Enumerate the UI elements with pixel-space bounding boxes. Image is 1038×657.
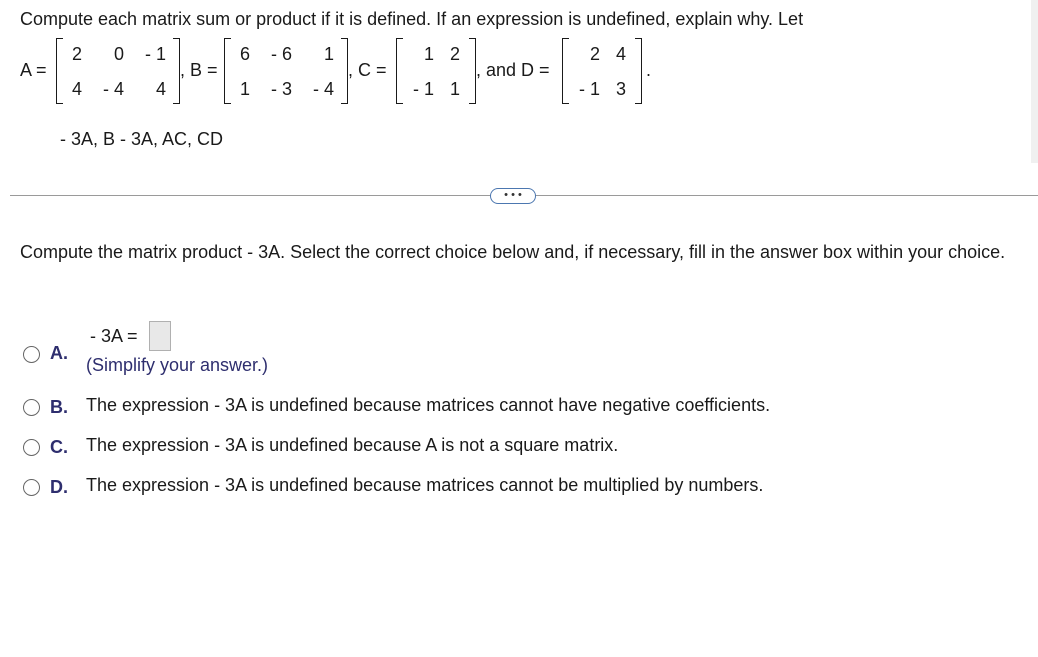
right-bracket	[341, 38, 348, 104]
matrix-cell: 2	[449, 44, 460, 64]
matrix-cell: 6	[239, 44, 250, 64]
option-a-expression-label: - 3A =	[90, 326, 138, 346]
option-a-radio[interactable]	[23, 346, 40, 363]
matrix-b-label: , B =	[180, 60, 218, 80]
matrix-cell: 4	[615, 44, 626, 64]
matrix-d	[562, 38, 642, 104]
option-c-radio[interactable]	[23, 439, 40, 456]
problem-intro: Compute each matrix sum or product if it is defined. If an expression is undefined, explain why. Let	[20, 9, 804, 29]
option-b-text: The expression - 3A is undefined because matrices cannot have negative coefficients.	[86, 395, 771, 415]
answer-box[interactable]	[149, 321, 171, 351]
option-d-radio[interactable]	[23, 479, 40, 496]
right-bracket	[173, 38, 180, 104]
matrix-cell: - 4	[102, 79, 124, 99]
matrix-cell: - 6	[270, 44, 292, 64]
option-b-letter: B.	[50, 397, 68, 417]
option-d-letter: D.	[50, 477, 68, 497]
expression-list: - 3A, B - 3A, AC, CD	[60, 129, 224, 149]
matrix-cell: 2	[71, 44, 82, 64]
matrix-cell: - 4	[312, 79, 334, 99]
matrix-cell: 3	[615, 79, 626, 99]
matrix-c-label: , C =	[348, 60, 387, 80]
option-d-text: The expression - 3A is undefined because matrices cannot be multiplied by numbers.	[86, 475, 764, 495]
option-c-letter: C.	[50, 437, 68, 457]
matrix-list-end: .	[646, 60, 652, 80]
option-b-radio[interactable]	[23, 399, 40, 416]
option-a-letter: A.	[50, 343, 68, 363]
matrix-d-label: , and D =	[476, 60, 550, 80]
matrix-c	[396, 38, 476, 104]
matrix-cell: - 3	[270, 79, 292, 99]
right-bracket	[469, 38, 476, 104]
right-bracket	[635, 38, 642, 104]
matrix-cell: 0	[113, 44, 124, 64]
more-button[interactable]: • • •	[490, 188, 536, 204]
matrix-cell: 4	[155, 79, 166, 99]
scrollbar[interactable]	[1031, 0, 1038, 163]
matrix-cell: 1	[449, 79, 460, 99]
matrix-a	[56, 38, 180, 104]
question-text: Compute the matrix product - 3A. Select the correct choice below and, if necessary, fill in the answer box within your choice.	[20, 242, 1006, 262]
matrix-cell: 4	[71, 79, 82, 99]
option-c-text: The expression - 3A is undefined because A is not a square matrix.	[86, 435, 619, 455]
simplify-hint: (Simplify your answer.)	[86, 355, 269, 375]
matrix-cell: 1	[423, 44, 434, 64]
matrix-a-label: A =	[20, 60, 47, 80]
matrix-cell: - 1	[412, 79, 434, 99]
matrix-b	[224, 38, 348, 104]
matrix-cell: 2	[589, 44, 600, 64]
matrix-cell: - 1	[578, 79, 600, 99]
matrix-cell: 1	[239, 79, 250, 99]
matrix-cell: - 1	[144, 44, 166, 64]
matrix-cell: 1	[323, 44, 334, 64]
